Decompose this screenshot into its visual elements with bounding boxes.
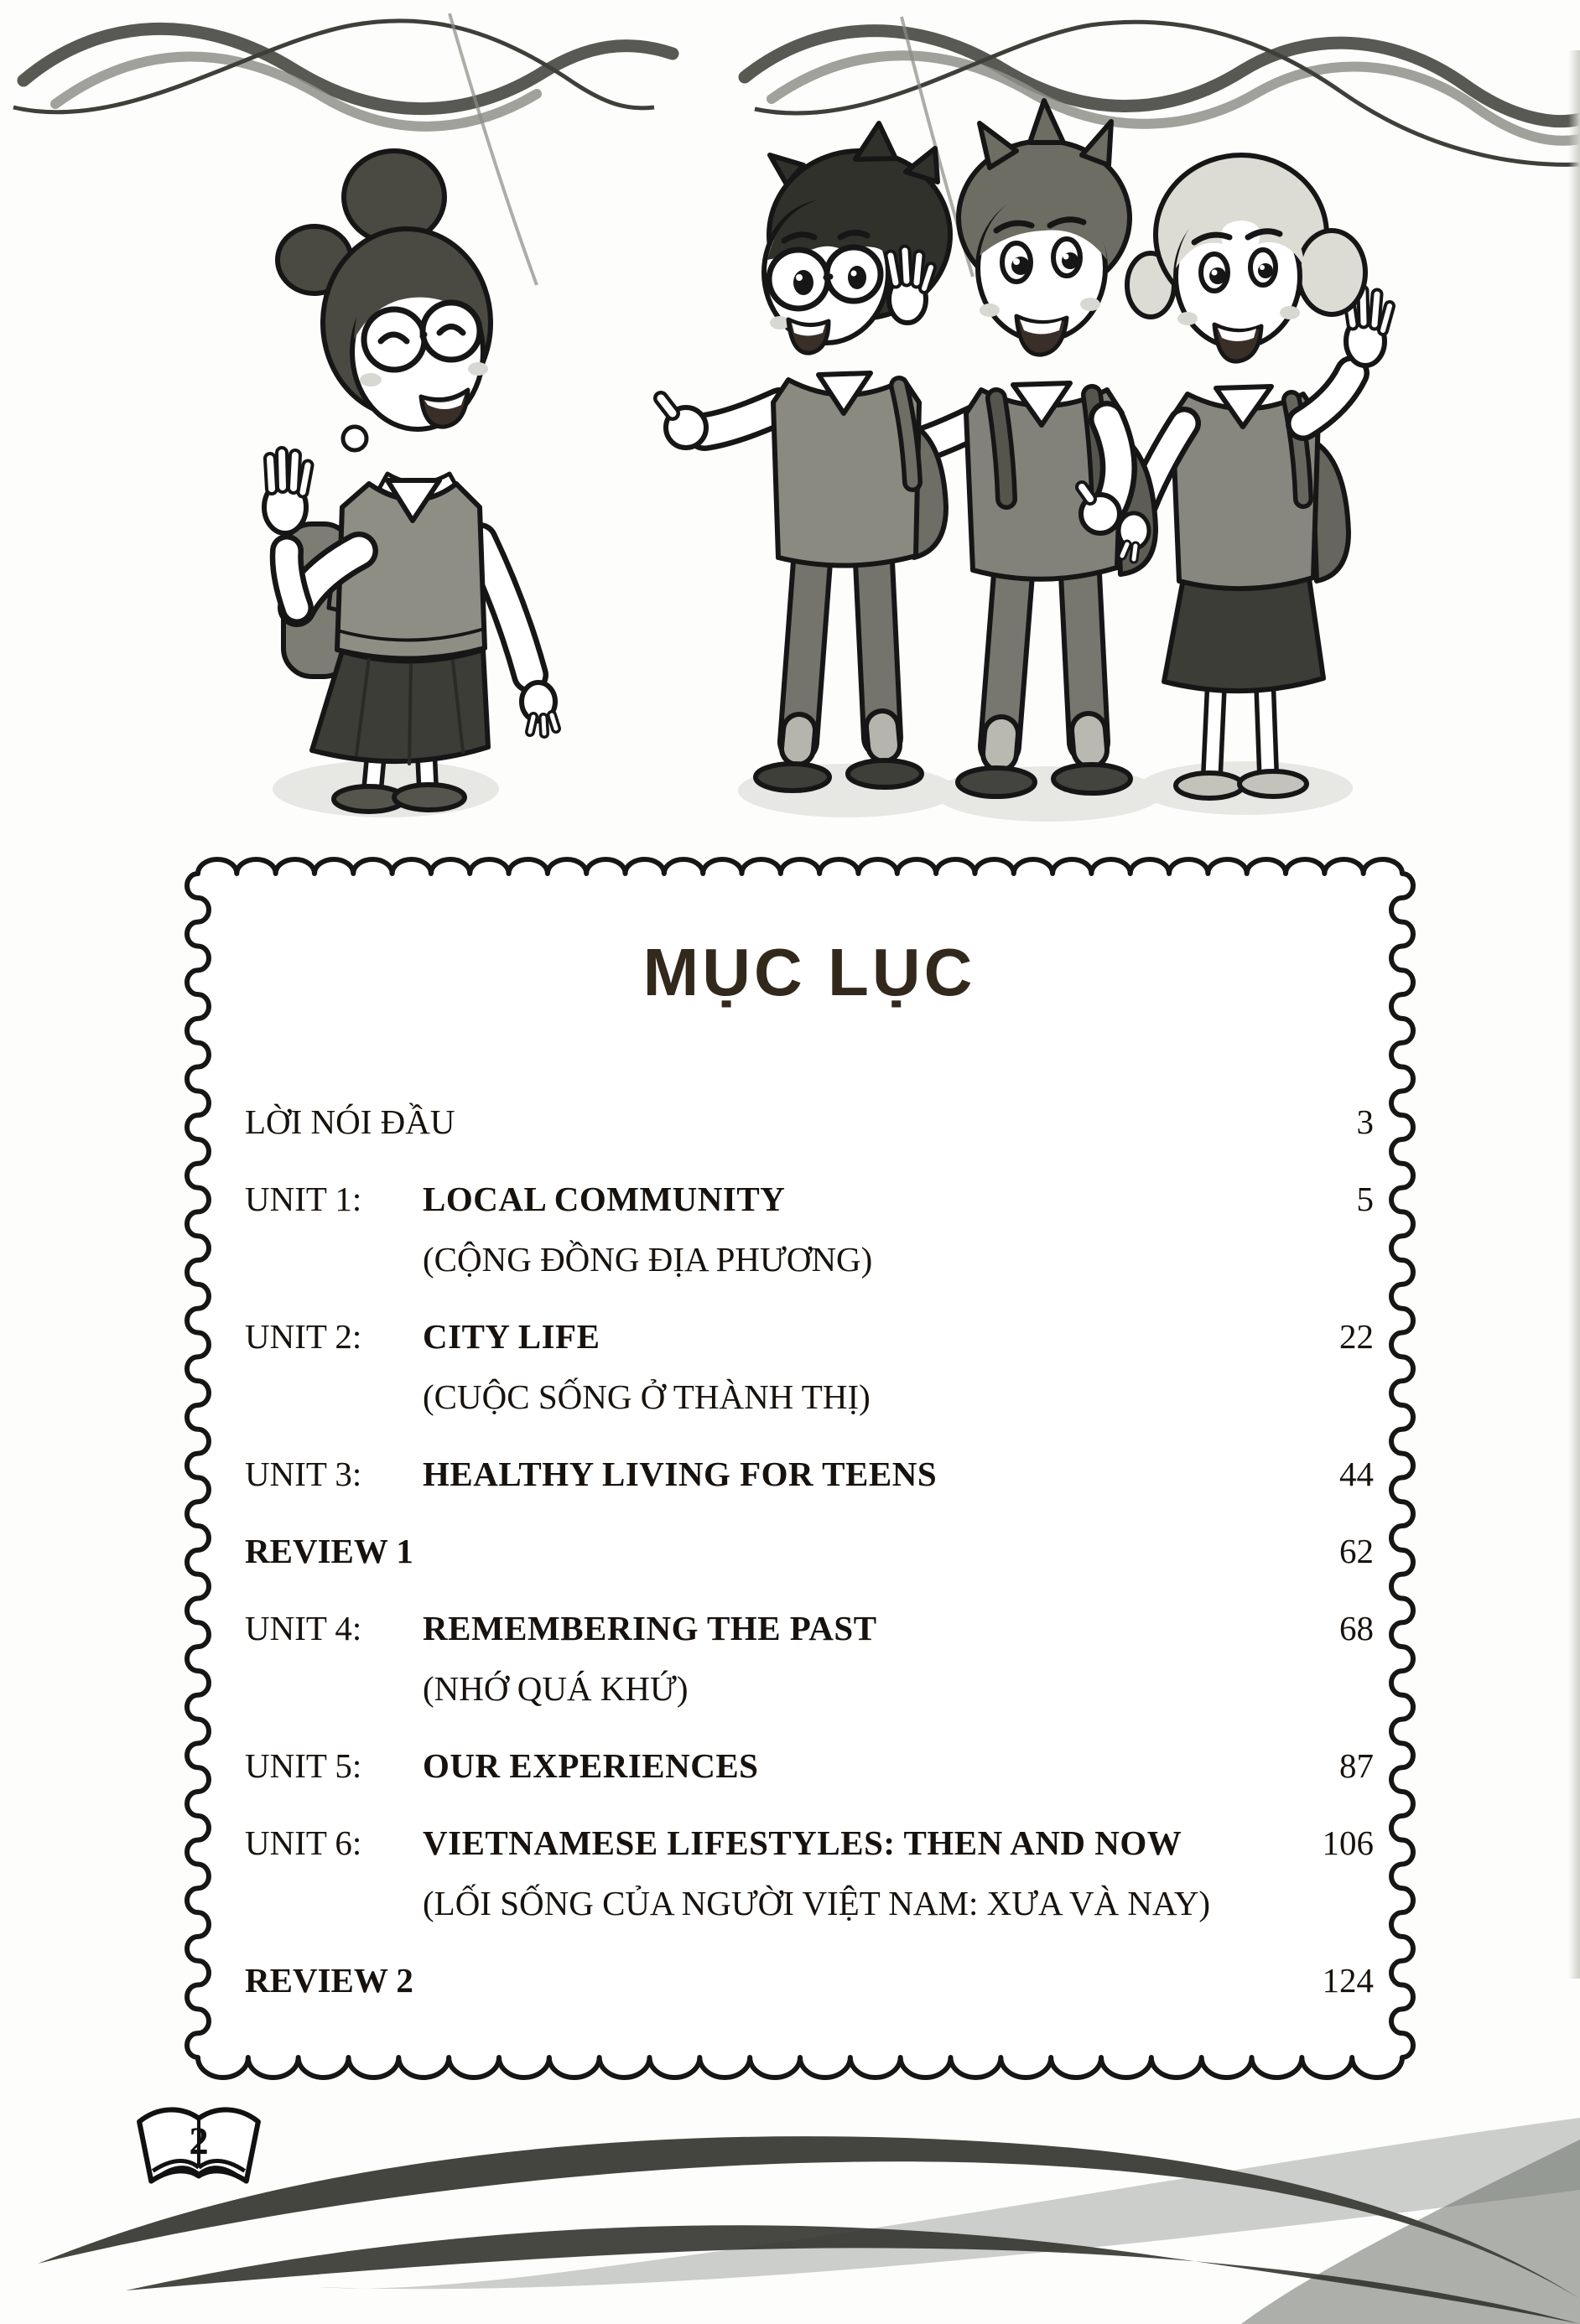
toc-rows <box>245 1092 1374 2010</box>
toc-entry-page: 124 <box>1322 1961 1374 2000</box>
toc-entry-page: 62 <box>1339 1532 1374 1570</box>
toc-entry-label: UNIT 5: <box>245 1746 362 1785</box>
toc-entry-title: VIETNAMESE LIFESTYLES: THEN AND NOW <box>423 1823 1182 1862</box>
toc-entry <box>245 1306 1374 1427</box>
toc-entry <box>245 1735 1374 1796</box>
toc-entry-label: REVIEW 1 <box>245 1532 413 1570</box>
toc-entry-label: UNIT 4: <box>245 1609 362 1647</box>
toc-entry-page: 87 <box>1339 1746 1374 1785</box>
toc-entry-label: UNIT 2: <box>245 1317 362 1356</box>
toc-entry-label: UNIT 1: <box>245 1180 362 1218</box>
toc-box <box>178 853 1422 2078</box>
toc-entry-page: 5 <box>1356 1180 1374 1218</box>
toc-entry <box>245 1169 1374 1289</box>
girl-bun-glasses-illustration <box>264 151 556 812</box>
footer-page-number: 2 <box>189 2119 209 2164</box>
toc-entry-title: OUR EXPERIENCES <box>423 1746 759 1785</box>
toc-entry-title: HEALTHY LIVING FOR TEENS <box>423 1455 938 1493</box>
bottom-decorative-swoosh <box>0 2089 1580 2324</box>
girl-pigtails-illustration <box>1127 155 1390 798</box>
toc-entry-page: 68 <box>1339 1609 1374 1647</box>
toc-entry <box>245 1092 1374 1152</box>
toc-entry-subtitle: (LỐI SỐNG CỦA NGƯỜI VIỆT NAM: XƯA VÀ NAY) <box>423 1884 1211 1922</box>
toc-entry-label: UNIT 3: <box>245 1455 362 1493</box>
toc-entry-subtitle: (CUỘC SỐNG Ở THÀNH THỊ) <box>423 1377 871 1416</box>
toc-entry <box>245 1950 1374 2010</box>
toc-entry-label: UNIT 6: <box>245 1823 362 1862</box>
toc-entry-page: 3 <box>1356 1102 1374 1141</box>
toc-title: MỤC LỤC <box>642 935 976 1009</box>
toc-entry-label: LỜI NÓI ĐẦU <box>245 1102 455 1141</box>
toc-entry-page: 22 <box>1339 1317 1374 1356</box>
lowered-hand <box>522 682 556 734</box>
children-illustration <box>117 71 1510 826</box>
toc-entry <box>245 1598 1374 1719</box>
toc-entry-title: CITY LIFE <box>423 1317 600 1356</box>
toc-entry-label: REVIEW 2 <box>245 1961 413 2000</box>
toc-entry <box>245 1813 1374 1933</box>
page-edge-shading <box>1568 50 1580 1979</box>
waving-hand <box>264 453 308 533</box>
toc-entry-title: LOCAL COMMUNITY <box>423 1180 786 1218</box>
toc-entry-subtitle: (CỘNG ĐỒNG ĐỊA PHƯƠNG) <box>423 1240 873 1279</box>
toc-entry-page: 106 <box>1322 1823 1374 1862</box>
toc-entry-page: 44 <box>1339 1455 1374 1493</box>
waving-hand <box>889 251 931 323</box>
toc-entry <box>245 1444 1374 1504</box>
toc-entry-title: REMEMBERING THE PAST <box>423 1609 877 1647</box>
boy-glasses-illustration <box>661 123 950 791</box>
toc-entry <box>245 1521 1374 1581</box>
toc-entry-subtitle: (NHỚ QUÁ KHỨ) <box>423 1669 689 1708</box>
